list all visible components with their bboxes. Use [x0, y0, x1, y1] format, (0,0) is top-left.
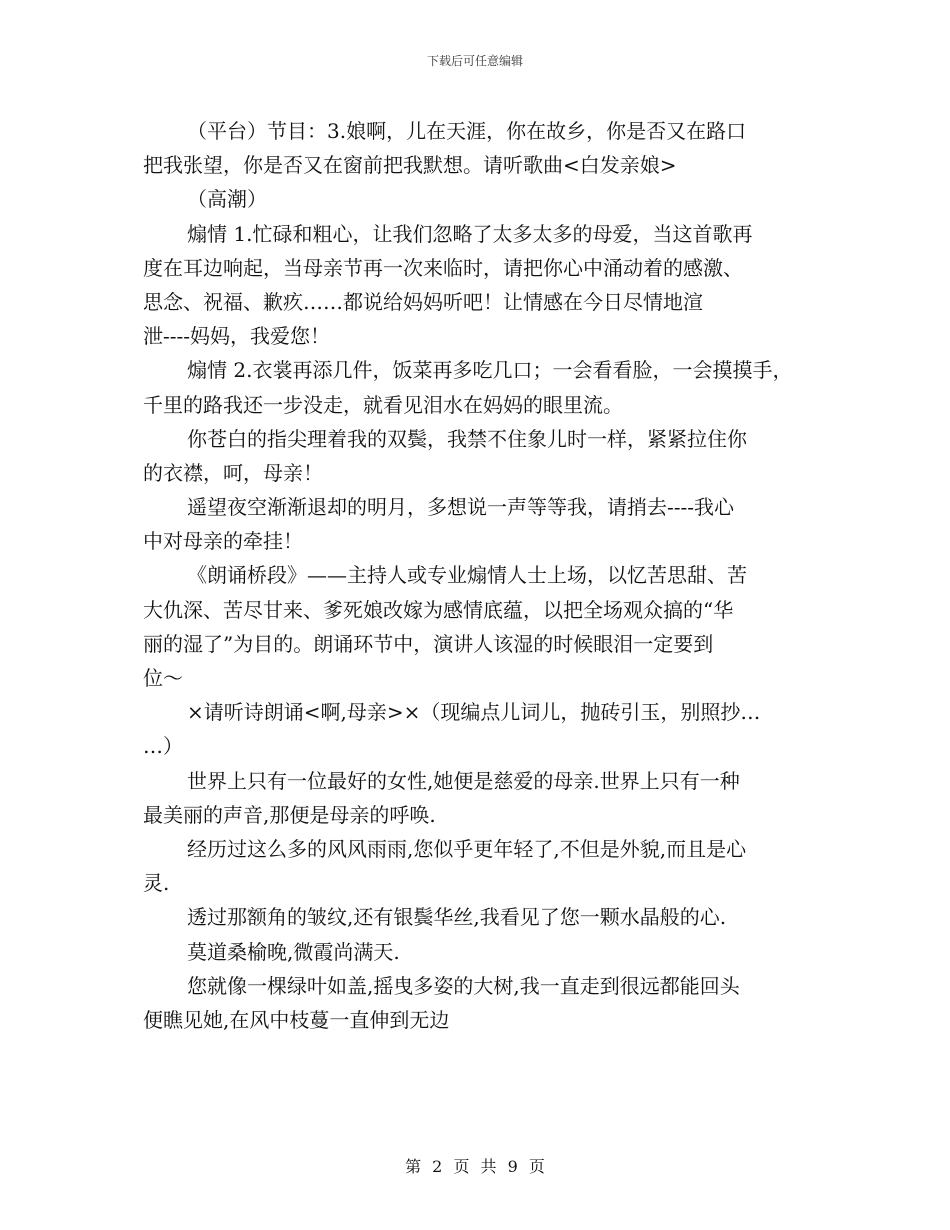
- page-footer: 第 2 页 共 9 页: [405, 1157, 545, 1176]
- text-line: 的衣襟，呵，母亲！: [143, 460, 323, 485]
- text-line: 位～: [143, 666, 183, 690]
- text-line: 思念、祝福、歉疚……都说给妈妈听吧！让情感在今日尽情地渲: [143, 289, 703, 314]
- text-line: 度在耳边响起，当母亲节再一次来临时，请把你心中涌动着的感激、: [143, 255, 743, 280]
- text-line: 您就像一棵绿叶如盖,摇曳多姿的大树,我一直走到很远都能回头: [187, 973, 740, 998]
- text-line: 《朗诵桥段》——主持人或专业煽情人士上场，以忆苦思甜、苦: [187, 563, 747, 588]
- text-line: 经历过这么多的风风雨雨,您似乎更年轻了,不但是外貌,而且是心: [187, 836, 747, 861]
- text-line: 煽情 2.衣裳再添几件，饭菜再多吃几口；一会看看脸，一会摸摸手，: [187, 358, 793, 383]
- text-line: 便瞧见她,在风中枝蔓一直伸到无边: [143, 1007, 450, 1032]
- text-line: 泄----妈妈，我爱您！: [143, 324, 331, 349]
- text-line: 大仇深、苦尽甘来、爹死娘改嫁为感情底蕴，以把全场观众搞的“华: [143, 597, 734, 622]
- text-line: 莫道桑榆晚,微霞尚满天.: [187, 939, 400, 964]
- page-header: 下载后可任意编辑: [426, 54, 523, 68]
- text-line: 你苍白的指尖理着我的双鬓，我禁不住象儿时一样，紧紧拉住你: [187, 426, 747, 451]
- text-line: 把我张望，你是否又在窗前把我默想。请听歌曲<白发亲娘>: [143, 153, 677, 178]
- text-line: （平台）节目：3.娘啊，儿在天涯，你在故乡，你是否又在路口: [187, 119, 747, 143]
- text-line: …）: [143, 734, 183, 759]
- text-line: 中对母亲的牵挂！: [143, 529, 303, 554]
- text-line: 世界上只有一位最好的女性,她便是慈爱的母亲.世界上只有一种: [187, 768, 740, 793]
- text-line: ×请听诗朗诵<啊,母亲>×（现编点儿词儿，抛砖引玉，别照抄…: [187, 700, 761, 725]
- text-line: （高潮）: [187, 187, 267, 212]
- text-line: 最美丽的声音,那便是母亲的呼唤.: [143, 802, 436, 827]
- text-line: 灵.: [143, 871, 170, 896]
- document-body: [143, 114, 813, 1037]
- text-line: 煽情 1.忙碌和粗心，让我们忽略了太多太多的母爱，当这首歌再: [187, 221, 753, 246]
- text-line: 丽的湿了”为目的。朗诵环节中，演讲人该湿的时候眼泪一定要到: [143, 631, 714, 656]
- text-line: 千里的路我还一步没走，就看见泪水在妈妈的眼里流。: [143, 392, 623, 417]
- text-line: 遥望夜空渐渐退却的明月，多想说一声等等我，请捎去----我心: [187, 495, 735, 520]
- text-line: 透过那额角的皱纹,还有银鬓华丝,我看见了您一颗水晶般的心.: [187, 905, 727, 930]
